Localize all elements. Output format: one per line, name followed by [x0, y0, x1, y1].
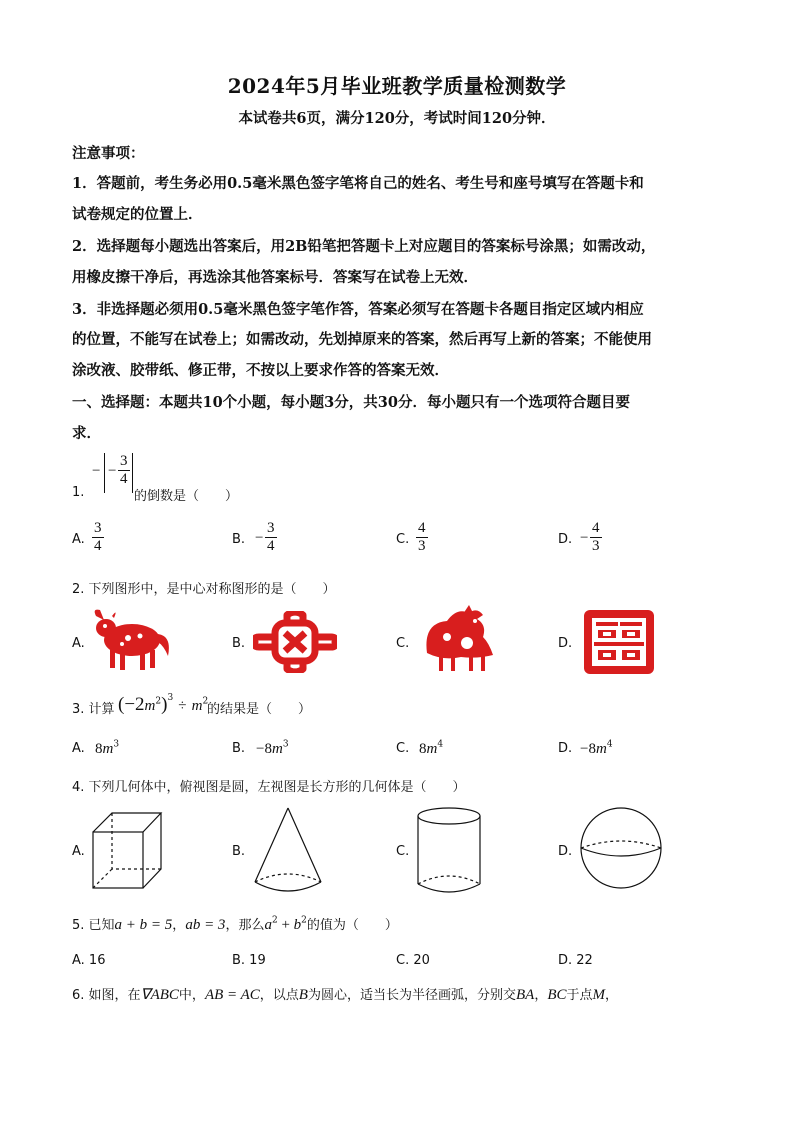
chinese-knot-icon [253, 611, 337, 673]
cone-icon [252, 806, 324, 894]
ox-papercut-icon [92, 606, 174, 678]
q3-prefix: 3. 计算 [72, 702, 115, 717]
q3-d-coef: −8 [580, 741, 596, 757]
q6-point-m: M [592, 987, 606, 1003]
q3-option-a-label: A. [72, 741, 85, 756]
q3-a-coef: 8 [95, 741, 103, 757]
q5-option-c: C. 20 [396, 953, 430, 968]
q1-option-b-label: B. [232, 532, 246, 547]
q4-stem: 4. 下列几何体中，俯视图是圆，左视图是长方形的几何体是（ ） [72, 780, 466, 795]
q3-d-m: m [595, 741, 607, 757]
q5-option-d: D. 22 [558, 953, 593, 968]
q4-option-d-label: D. [558, 844, 573, 859]
q3-c-coef: 8 [419, 741, 427, 757]
q5-a: a [264, 917, 272, 933]
q1-number: 1. [72, 485, 85, 500]
sphere-icon [578, 806, 664, 890]
q1-inner-minus: − [108, 463, 117, 479]
q4-option-a-label: A. [72, 844, 85, 859]
q1-d-num: 4 [592, 520, 600, 536]
q5-b: b [293, 917, 302, 933]
exam-info: 本试卷共6页，满分120分，考试时间120分钟． [238, 110, 556, 127]
q3-c-m: m [426, 741, 438, 757]
q3-div: ÷ [178, 698, 187, 714]
note-3-line-2: 的位置，不能写在试卷上；如需改动，先划掉原来的答案，然后再写上新的答案；不能使用 [72, 331, 652, 348]
q2-option-b-label: B. [232, 636, 246, 651]
q6-text-2: 中， [178, 988, 205, 1003]
q2-option-a-label: A. [72, 636, 85, 651]
q1-option-d-label: D. [558, 532, 573, 547]
q3-option-b-label: B. [232, 741, 246, 756]
q5-suffix: 的值为（ ） [306, 918, 398, 933]
q6-text-6: 于点 [566, 988, 593, 1003]
note-1-line-2: 试卷规定的位置上． [72, 206, 203, 223]
q2-stem: 2. 下列图形中，是中心对称图形的是（ ） [72, 582, 336, 597]
q5-exp-b: 2 [301, 915, 307, 926]
notes-heading: 注意事项： [72, 145, 145, 162]
q3-b-exp: 3 [282, 739, 289, 750]
q6-text-5: ， [534, 988, 548, 1003]
section-heading-line-2: 求． [72, 425, 101, 442]
q3-exp2b: 2 [202, 696, 209, 707]
q6-text-1: 6. 如图，在 [72, 988, 141, 1003]
q3-m2: m [191, 698, 203, 714]
q5-mid: ，那么 [225, 918, 265, 933]
q3-option-a [95, 738, 119, 758]
q1-c-num: 4 [418, 520, 426, 536]
q5-exp-a: 2 [271, 915, 278, 926]
note-3-line-3: 涂改液、胶带纸、修正带，不按以上要求作答的答案无效． [72, 362, 449, 379]
q1-b-den: 4 [267, 538, 275, 554]
q3-m: m [144, 698, 156, 714]
q1-outer-minus: − [92, 463, 101, 479]
q1-a-num: 3 [94, 520, 102, 536]
abs-bar-left [104, 453, 105, 493]
q4-option-b-label: B. [232, 844, 246, 859]
q3-exp2: 2 [155, 696, 162, 707]
q3-open: (−2 [118, 694, 145, 715]
q3-option-c [419, 738, 443, 758]
q6-text-4: 为圆心，适当长为半径画弧，分别交 [307, 988, 516, 1003]
q3-close: ) [161, 694, 168, 715]
q3-option-c-label: C. [396, 741, 410, 756]
q3-a-exp: 3 [113, 739, 120, 750]
q3-b-coef: −8 [256, 741, 272, 757]
note-1-line-1: 1．答题前，考生务必用0.5毫米黑色签字笔将自己的姓名、考生号和座号填写在答题卡和 [72, 175, 644, 192]
q6-bc: BC [547, 987, 567, 1003]
q3-option-b [256, 738, 289, 758]
q6-stem [72, 984, 618, 1004]
q3-option-d-label: D. [558, 741, 573, 756]
q1-option-a-label: A. [72, 532, 85, 547]
cube-icon [90, 810, 164, 892]
q6-equation: AB = AC [204, 987, 260, 1003]
q4-option-c-label: C. [396, 844, 410, 859]
q5-option-b: B. 19 [232, 953, 266, 968]
q3-suffix: 的结果是（ ） [207, 702, 312, 717]
q3-d-exp: 4 [606, 739, 613, 750]
cylinder-icon [414, 806, 484, 894]
q3-exp3: 3 [167, 692, 174, 703]
q1-option-a [92, 520, 104, 555]
q5-expr2: ab = 3 [185, 917, 226, 933]
q5-plus: + [277, 917, 294, 933]
q1-option-c [416, 520, 428, 555]
q5-option-a: A. 16 [72, 953, 106, 968]
q3-b-m: m [271, 741, 283, 757]
q1-denominator: 4 [120, 471, 128, 487]
q1-a-den: 4 [94, 538, 102, 554]
q5-stem [72, 914, 398, 934]
note-3-line-1: 3．非选择题必须用0.5毫米黑色签字笔作答，答案必须写在答题卡各题目指定区域内相应 [72, 301, 644, 318]
q3-option-d [580, 738, 613, 758]
q1-d-sign: − [580, 530, 589, 546]
q6-text-3: ，以点 [259, 988, 299, 1003]
double-happiness-papercut-icon [578, 604, 660, 680]
q1-fraction [118, 453, 130, 488]
q6-text-7: ， [605, 988, 619, 1003]
q1-stem: 的倒数是（ ） [134, 489, 239, 504]
q1-c-den: 3 [418, 538, 426, 554]
note-2-line-1: 2．选择题每小题选出答案后，用2B铅笔把答题卡上对应题目的答案标号涂黑；如需改动， [72, 238, 656, 255]
q5-prefix: 5. 已知 [72, 918, 115, 933]
note-2-line-2: 用橡皮擦干净后，再选涂其他答案标号．答案写在试卷上无效． [72, 269, 478, 286]
q5-expr1: a + b = 5 [114, 917, 173, 933]
q6-point-b: B [298, 987, 308, 1003]
q5-comma: ， [172, 918, 186, 933]
section-heading-line-1: 一、选择题：本题共10个小题，每小题3分，共30分．每小题只有一个选项符合题目要 [72, 394, 630, 411]
q1-b-num: 3 [267, 520, 275, 536]
q1-b-sign: − [255, 530, 264, 546]
q2-option-d-label: D. [558, 636, 573, 651]
q1-option-d [590, 520, 602, 555]
q1-option-c-label: C. [396, 532, 410, 547]
q1-option-b [265, 520, 277, 555]
page-title: 2024年5月毕业班教学质量检测数学 [227, 74, 567, 98]
q1-d-den: 3 [592, 538, 600, 554]
q2-option-c-label: C. [396, 636, 410, 651]
q3-a-m: m [102, 741, 114, 757]
abs-bar-right [132, 453, 133, 493]
q3-c-exp: 4 [437, 739, 444, 750]
q6-triangle: ∇ABC [140, 987, 179, 1003]
q1-numerator: 3 [120, 453, 128, 469]
q3-expression [118, 694, 208, 716]
q6-ba: BA [515, 987, 535, 1003]
rooster-papercut-icon [417, 603, 501, 675]
